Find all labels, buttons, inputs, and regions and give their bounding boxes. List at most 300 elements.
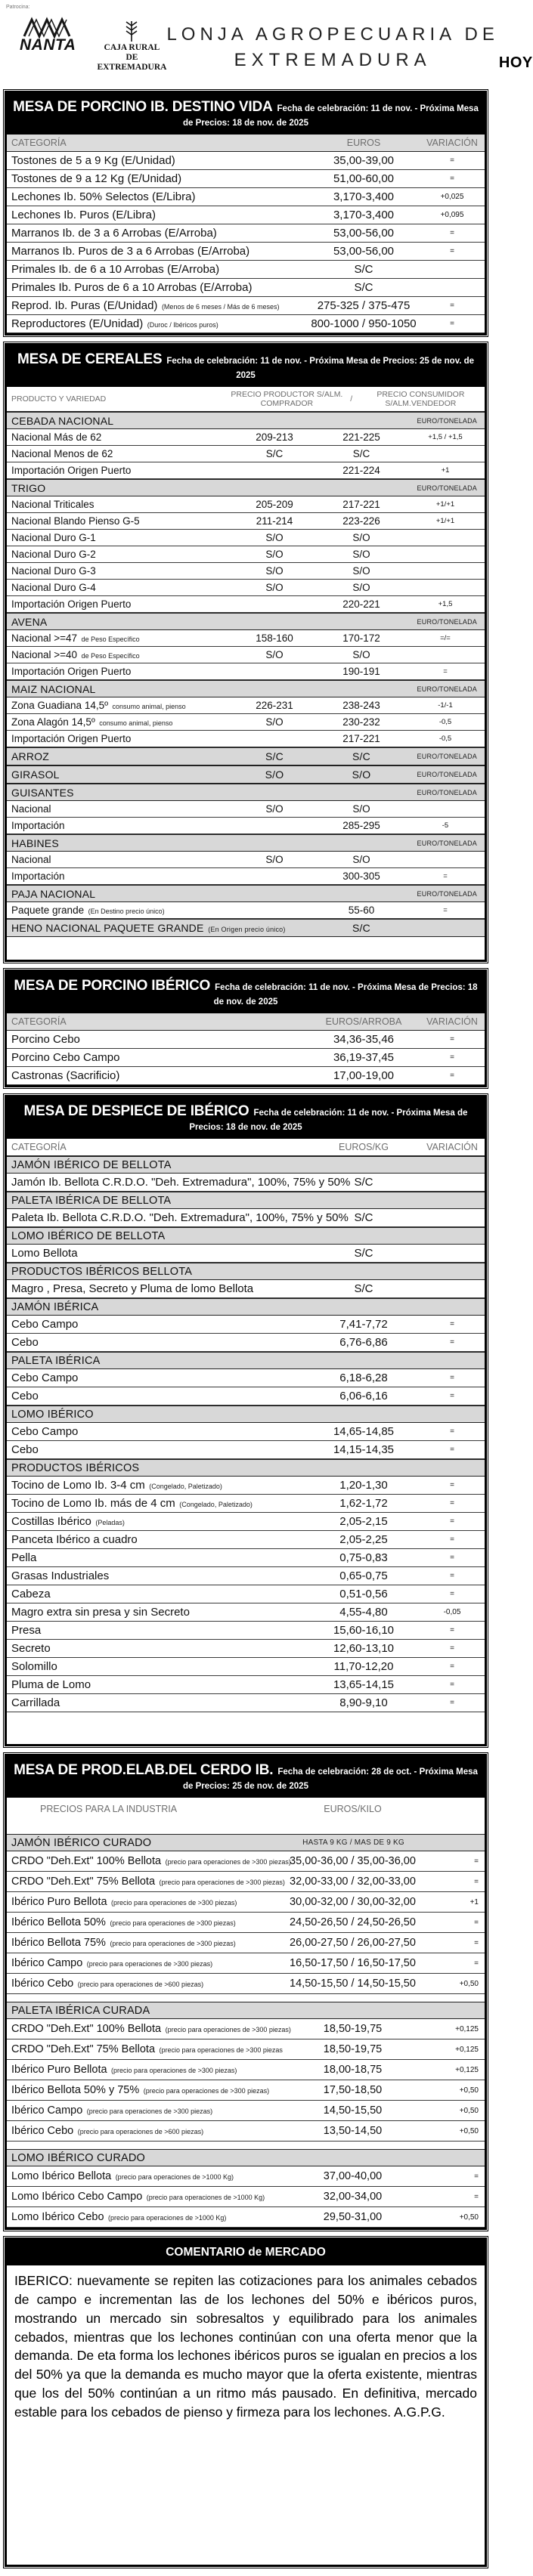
row-label: Cabeza: [11, 1588, 51, 1600]
row-label: Costillas Ibérico: [11, 1515, 91, 1528]
section-label: PAJA NACIONAL: [11, 887, 96, 900]
row-label-cell: [7, 681, 232, 697]
section-row: [7, 919, 485, 937]
row-price: S/C: [354, 263, 373, 276]
section-row: [7, 1263, 485, 1280]
row-price: [232, 926, 317, 930]
row-price: S/C: [352, 922, 370, 934]
column-header: /: [350, 394, 353, 404]
table-row: [7, 1031, 485, 1049]
table-row: [7, 2039, 485, 2060]
row-label: Zona Guadiana 14,5º: [11, 700, 109, 711]
row-note: (precio para operaciones de >300 piezas): [157, 1879, 285, 1886]
row-variation: =: [450, 1072, 454, 1080]
row-label-cell: [7, 1622, 308, 1639]
row-price: S/O: [265, 854, 284, 865]
row-price: S/O: [352, 549, 370, 560]
lonja-title-line2: EXTREMADURA: [234, 50, 432, 70]
row-label: Lomo Ibérico Cebo Campo: [11, 2191, 143, 2203]
row-note: consumo animal, pienso: [110, 703, 186, 710]
row-price: 226-231: [256, 700, 293, 711]
row-price: S/C: [354, 1176, 373, 1189]
row-label: Porcino Cebo: [11, 1033, 80, 1046]
comment-box: [5, 2237, 487, 2567]
table-row: [7, 1640, 485, 1658]
table-row: [7, 1334, 485, 1352]
table-row: [7, 297, 485, 315]
section-row: [7, 2002, 485, 2019]
row-price: 209-213: [256, 431, 293, 443]
section-label: MAIZ NACIONAL: [11, 682, 96, 695]
section-label: PALETA IBÉRICA: [11, 1354, 101, 1367]
table-row: [7, 1933, 485, 1953]
row-label-cell: [7, 513, 232, 529]
row-price: S/C: [352, 750, 370, 762]
row-variation: =: [450, 1320, 454, 1328]
row-label: Nacional Duro G-4: [11, 582, 96, 593]
row-price: 1,62-1,72: [339, 1497, 388, 1510]
row-label-cell: [7, 1316, 308, 1333]
row-note: (precio para operaciones de >1000 Kg): [106, 2214, 227, 2222]
table-row: [7, 206, 485, 224]
table-title-bar: [7, 345, 485, 387]
row-label: Reprod. Ib. Puras (E/Unidad): [11, 299, 158, 312]
row-label: Pluma de Lomo: [11, 1678, 91, 1691]
row-label: Magro extra sin presa y sin Secreto: [11, 1606, 190, 1619]
row-variation: [406, 586, 485, 590]
row-price: 16,50-17,50 / 16,50-17,50: [290, 1957, 416, 1969]
row-label-cell: [7, 1694, 308, 1712]
table-porcino-iberico: [5, 969, 487, 1087]
row-label: Nacional >=47: [11, 632, 78, 644]
section-label: HENO NACIONAL PAQUETE GRANDE: [11, 922, 204, 934]
row-note: (precio para operaciones de >300 piezas): [141, 2087, 270, 2095]
row-label: Jamón Ib. Bellota C.R.D.O. "Deh. Extremadura", 100%, 75% y 50%: [11, 1176, 351, 1189]
row-variation: =: [450, 1662, 454, 1671]
row-variation: +1: [469, 1897, 479, 1906]
row-label-cell: [7, 1676, 308, 1693]
row-price: S/O: [265, 768, 284, 781]
row-price: 190-191: [342, 666, 380, 677]
row-note: (Peladas): [93, 1519, 125, 1526]
section-unit: EURO/TONELADA: [417, 771, 477, 778]
row-label: Primales Ib. de 6 a 10 Arrobas (E/Arroba): [11, 263, 220, 276]
row-price: 3,170-3,400: [333, 209, 395, 221]
table-row: [7, 1067, 485, 1085]
row-label-cell: [7, 1513, 308, 1530]
row-label: Importación Origen Puerto: [11, 465, 132, 476]
column-header: CATEGORÍA: [11, 1142, 67, 1152]
row-variation: =: [450, 1481, 454, 1489]
row-label-cell: [7, 868, 232, 884]
section-row: [7, 747, 485, 765]
table-row: [7, 1049, 485, 1067]
row-variation: +0,50: [459, 1979, 479, 1988]
row-price: 18,50-19,75: [323, 2043, 383, 2055]
row-label: CRDO "Deh.Ext" 75% Bellota: [11, 1876, 156, 1888]
table-row: [7, 2060, 485, 2080]
table-row: [7, 1441, 485, 1459]
logos-row: [0, 18, 533, 73]
row-label: Primales Ib. Puros de 6 a 10 Arrobas (E/Arroba): [11, 281, 253, 294]
page-header: [0, 2, 533, 83]
row-variation: =: [450, 247, 454, 255]
row-label: Lomo Ibérico Cebo: [11, 2211, 104, 2223]
column-header: EUROS: [346, 138, 381, 148]
table-row: [7, 2101, 485, 2121]
column-header: VARIACIÓN: [426, 1142, 478, 1152]
row-label: Nacional Triticales: [11, 499, 95, 510]
column-header: CATEGORÍA: [11, 138, 67, 148]
row-label-cell: [7, 1299, 308, 1315]
table-row: [7, 818, 485, 834]
row-price: 2,05-2,15: [339, 1515, 388, 1528]
row-price: 32,00-33,00 / 32,00-33,00: [290, 1876, 416, 1888]
section-unit: EURO/TONELADA: [417, 889, 477, 898]
row-variation: =: [474, 1938, 479, 1947]
table-title-bar: [7, 972, 485, 1013]
column-header: PRECIO PRODUCTOR S/ALM. COMPRADOR: [231, 390, 343, 408]
row-label: Cebo: [11, 1390, 39, 1402]
row-label: Nacional Duro G-3: [11, 565, 96, 577]
section-label: PRODUCTOS IBÉRICOS BELLOTA: [11, 1265, 193, 1278]
row-label: Nacional: [11, 803, 51, 815]
row-price: S/O: [352, 565, 370, 577]
hoy-logo: HOY: [498, 54, 533, 71]
row-price: S/C: [265, 448, 284, 459]
table-row: [7, 496, 485, 513]
section-unit: EURO/TONELADA: [417, 753, 477, 760]
row-label: Nacional Blando Pienso G-5: [11, 515, 140, 527]
row-price: 6,18-6,28: [339, 1371, 388, 1384]
column-header-row: [7, 1139, 485, 1156]
row-price: 4,55-4,80: [339, 1606, 388, 1619]
table-row: [7, 315, 485, 333]
row-label: Ibérico Puro Bellota: [11, 2064, 107, 2076]
row-label-cell: [7, 2080, 268, 2100]
section-label: HABINES: [11, 837, 59, 849]
nanta-zigzag-icon: [23, 18, 73, 38]
section-row: [7, 1192, 485, 1209]
row-variation: +1/+1: [435, 517, 455, 525]
table-row: [7, 2207, 485, 2228]
column-header-row: [7, 1798, 485, 1826]
row-label: Lechones Ib. Puros (E/Libra): [11, 209, 156, 221]
row-label-cell: [7, 663, 232, 679]
row-variation: =: [450, 175, 454, 183]
row-price: 217-221: [342, 499, 380, 510]
row-note: (precio para operaciones de >300 piezas): [85, 2107, 213, 2115]
row-label-cell: [7, 1263, 308, 1279]
row-label-cell: [7, 697, 232, 713]
row-price: 17,50-18,50: [323, 2084, 383, 2096]
column-header: EUROS/KILO: [324, 1804, 382, 1814]
table-row: [7, 1694, 485, 1712]
row-note: (Menos de 6 meses / Más de 6 meses): [160, 303, 280, 311]
row-variation: [406, 452, 485, 456]
row-note: (Congelado, Paletizado): [177, 1501, 253, 1508]
table-row: [7, 1316, 485, 1334]
row-label: Ibérico Campo: [11, 1957, 83, 1969]
row-label: Cebo Campo: [11, 1371, 79, 1384]
table-row: [7, 1477, 485, 1495]
table-row: [7, 1585, 485, 1603]
section-label: JAMÓN IBÉRICO DE BELLOTA: [11, 1158, 172, 1171]
table-row: [7, 630, 485, 647]
row-price: 30,00-32,00 / 30,00-32,00: [290, 1896, 416, 1908]
row-variation: =: [450, 1626, 454, 1634]
table-row: [7, 1513, 485, 1531]
row-price: 223-226: [342, 515, 380, 527]
row-variation: =: [474, 2172, 479, 2181]
row-price: S/O: [352, 803, 370, 815]
row-price: S/C: [354, 1282, 373, 1295]
table-row: [7, 188, 485, 206]
row-label-cell: [7, 1835, 268, 1851]
row-label: Panceta Ibérico a cuadro: [11, 1533, 138, 1546]
row-label-cell: [7, 852, 232, 867]
row-variation: =: [450, 229, 454, 237]
row-label-cell: [7, 1953, 268, 1973]
section-row: [7, 834, 485, 852]
row-variation: -5: [442, 821, 449, 830]
row-label-cell: [7, 1406, 308, 1422]
section-row: [7, 1298, 485, 1316]
row-price: 18,00-18,75: [323, 2064, 383, 2076]
row-price: 18,50-19,75: [323, 2023, 383, 2035]
row-price: 32,00-34,00: [323, 2191, 383, 2203]
row-label-cell: [7, 1567, 308, 1585]
table-row: [7, 2019, 485, 2039]
row-variation: =: [450, 302, 454, 310]
section-label: GIRASOL: [11, 768, 60, 781]
row-price: 1,20-1,30: [339, 1479, 388, 1492]
row-label-cell: [7, 902, 232, 918]
section-unit: EURO/TONELADA: [417, 617, 477, 626]
row-variation: +0,125: [455, 2065, 479, 2074]
section-label: PALETA IBÉRICA DE BELLOTA: [11, 1194, 172, 1207]
row-label: Nacional Duro G-1: [11, 532, 96, 543]
row-label: Nacional Duro G-2: [11, 549, 96, 560]
section-row: [7, 2149, 485, 2166]
section-unit: EURO/TONELADA: [417, 685, 477, 693]
row-label: Ibérico Bellota 50% y 75%: [11, 2084, 140, 2096]
row-note: (precio para operaciones de >300 piezas): [85, 1960, 213, 1968]
row-label-cell: [7, 1334, 308, 1351]
row-price: 37,00-40,00: [323, 2170, 383, 2182]
row-label-cell: [7, 563, 232, 579]
row-variation: [420, 1287, 485, 1291]
row-label-cell: [7, 1851, 291, 1871]
row-variation: +0,125: [455, 2045, 479, 2054]
row-label: CRDO "Deh.Ext" 75% Bellota: [11, 2043, 156, 2055]
table-row: [7, 1567, 485, 1585]
row-variation: [406, 653, 485, 657]
row-label: Zona Alagón 14,5º: [11, 716, 95, 728]
row-note: de Peso Específico: [79, 652, 140, 660]
row-variation: +0,095: [440, 211, 464, 219]
row-variation: +0,50: [459, 2086, 479, 2095]
row-variation: =: [450, 1535, 454, 1544]
column-header-row: [7, 387, 485, 412]
table-row: [7, 731, 485, 747]
row-label: Importación Origen Puerto: [11, 598, 132, 610]
row-label: Nacional Más de 62: [11, 431, 102, 443]
row-label-cell: [7, 630, 232, 646]
row-variation: =/=: [440, 634, 451, 642]
row-label: Porcino Cebo Campo: [11, 1051, 120, 1064]
nanta-logo: [20, 18, 76, 54]
row-label-cell: [7, 188, 308, 206]
row-label-cell: [7, 496, 232, 512]
row-label-cell: [7, 1872, 285, 1891]
row-label: Pella: [11, 1551, 37, 1564]
table-row: [7, 446, 485, 462]
table-row: [7, 1387, 485, 1406]
row-price: S/O: [352, 532, 370, 543]
row-label: Ibérico Bellota 75%: [11, 1937, 106, 1949]
row-label-cell: [7, 1477, 308, 1494]
table-row: [7, 530, 485, 546]
table-cereales: [5, 343, 487, 962]
row-label-cell: [7, 1495, 308, 1512]
section-row: [7, 1227, 485, 1245]
row-price: 7,41-7,72: [339, 1318, 388, 1331]
table-row: [7, 1622, 485, 1640]
row-label-cell: [7, 1531, 308, 1548]
row-label: Reproductores (E/Unidad): [11, 317, 144, 330]
row-variation: =: [474, 1918, 479, 1927]
row-label: Paleta Ib. Bellota C.R.D.O. "Deh. Extremadura", 100%, 75% y 50%: [11, 1211, 349, 1224]
row-label-cell: [7, 1353, 308, 1368]
row-price: 221-224: [342, 465, 380, 476]
column-header: EUROS/KG: [339, 1142, 389, 1152]
row-label-cell: [7, 2207, 268, 2227]
row-price: [232, 824, 317, 828]
row-price: 13,50-14,50: [323, 2125, 383, 2137]
row-label: Marranos Ib. Puros de 3 a 6 Arrobas (E/Arroba): [11, 245, 250, 258]
row-variation: =: [443, 906, 448, 914]
row-note: de Peso Específico: [79, 635, 140, 643]
column-header: PRECIOS PARA LA INDUSTRIA: [40, 1804, 178, 1814]
row-price: 36,19-37,45: [333, 1051, 395, 1064]
row-variation: =: [450, 1053, 454, 1062]
row-variation: +0,50: [459, 2126, 479, 2135]
row-price: S/C: [352, 448, 370, 459]
row-price: S/C: [354, 281, 373, 294]
section-unit: EURO/TONELADA: [417, 839, 477, 847]
row-variation: +1,5 / +1,5: [428, 433, 463, 441]
row-label: Nacional >=40: [11, 649, 78, 660]
row-label: Presa: [11, 1624, 42, 1637]
table-row: [7, 1603, 485, 1622]
row-note: (precio para operaciones de >300 piezas): [163, 2026, 291, 2033]
table-row: [7, 1369, 485, 1387]
row-price: 6,06-6,16: [339, 1390, 388, 1402]
section-unit: HASTA 9 KG / MAS DE 9 KG: [302, 1838, 404, 1847]
row-label-cell: [7, 1892, 268, 1912]
row-variation: =: [450, 1554, 454, 1562]
row-label-cell: [7, 1067, 308, 1084]
table-title: MESA DE PORCINO IB. DESTINO VIDA: [13, 99, 273, 115]
column-header: VARIACIÓN: [426, 1016, 478, 1027]
section-unit: EURO/TONELADA: [417, 484, 477, 492]
row-label-cell: [7, 731, 232, 747]
row-label: Ibérico Puro Bellota: [11, 1896, 107, 1908]
row-label-cell: [7, 1209, 349, 1226]
table-row: [7, 580, 485, 596]
row-note: (En Destino precio único): [86, 908, 165, 915]
section-row: [7, 885, 485, 902]
section-row: [7, 765, 485, 784]
row-note: (precio para operaciones de >600 piezas): [76, 2128, 204, 2135]
section-row: [7, 412, 485, 429]
table-row: [7, 1658, 485, 1676]
row-label-cell: [7, 835, 232, 851]
table-row: [7, 1174, 485, 1192]
row-label: Castronas (Sacrificio): [11, 1069, 120, 1082]
table-row: [7, 1892, 485, 1913]
row-variation: =: [474, 1877, 479, 1886]
section-row: [7, 479, 485, 496]
table-row: [7, 2121, 485, 2142]
row-label-cell: [7, 714, 232, 730]
row-price: [232, 602, 317, 607]
table-row: [7, 852, 485, 868]
row-price: 53,00-56,00: [333, 227, 395, 240]
row-label: Importación: [11, 820, 65, 831]
column-header-row: [7, 135, 485, 152]
row-price: S/C: [354, 1211, 373, 1224]
row-variation: [406, 807, 485, 812]
row-price: S/O: [265, 716, 284, 728]
row-price: [232, 737, 317, 741]
row-label-cell: [7, 920, 286, 936]
row-label: Marranos Ib. de 3 a 6 Arrobas (E/Arroba): [11, 227, 217, 240]
row-price: 35,00-36,00 / 35,00-36,00: [290, 1855, 416, 1867]
row-label: Lomo Bellota: [11, 1247, 78, 1260]
caja-rural-name-line2: DE EXTREMADURA: [97, 53, 167, 73]
row-label-cell: [7, 614, 232, 629]
row-label-cell: [7, 530, 232, 546]
row-price: 14,50-15,50 / 14,50-15,50: [290, 1978, 416, 1990]
column-header: VARIACIÓN: [426, 138, 478, 148]
row-label: Tostones de 5 a 9 Kg (E/Unidad): [11, 154, 175, 167]
row-price: 29,50-31,00: [323, 2211, 383, 2223]
row-label-cell: [7, 224, 308, 242]
table-subtitle: Fecha de celebración: 11 de nov. - Próxima Mesa de Precios: 25 de nov. de 2025: [166, 357, 475, 380]
row-price: 11,70-12,20: [333, 1660, 394, 1673]
row-price: 12,60-13,10: [333, 1642, 395, 1655]
section-label: CEBADA NACIONAL: [11, 414, 114, 427]
row-note: (precio para operaciones de >300 piezas): [107, 1919, 236, 1927]
row-label-cell: [7, 596, 232, 612]
table-row: [7, 1913, 485, 1933]
row-label: Magro , Presa, Secreto y Pluma de lomo Bellota: [11, 1282, 254, 1295]
row-variation: [406, 569, 485, 574]
row-price: 14,15-14,35: [333, 1443, 395, 1456]
row-label-cell: [7, 1387, 308, 1405]
table-row: [7, 152, 485, 170]
row-variation: +1/+1: [435, 500, 455, 509]
row-label-cell: [7, 1369, 308, 1387]
column-header-row: [7, 1013, 485, 1031]
row-label-cell: [7, 1192, 308, 1208]
row-variation: [406, 552, 485, 557]
row-price: 51,00-60,00: [333, 172, 395, 185]
row-label: Nacional: [11, 854, 51, 865]
row-variation: =: [450, 1035, 454, 1044]
